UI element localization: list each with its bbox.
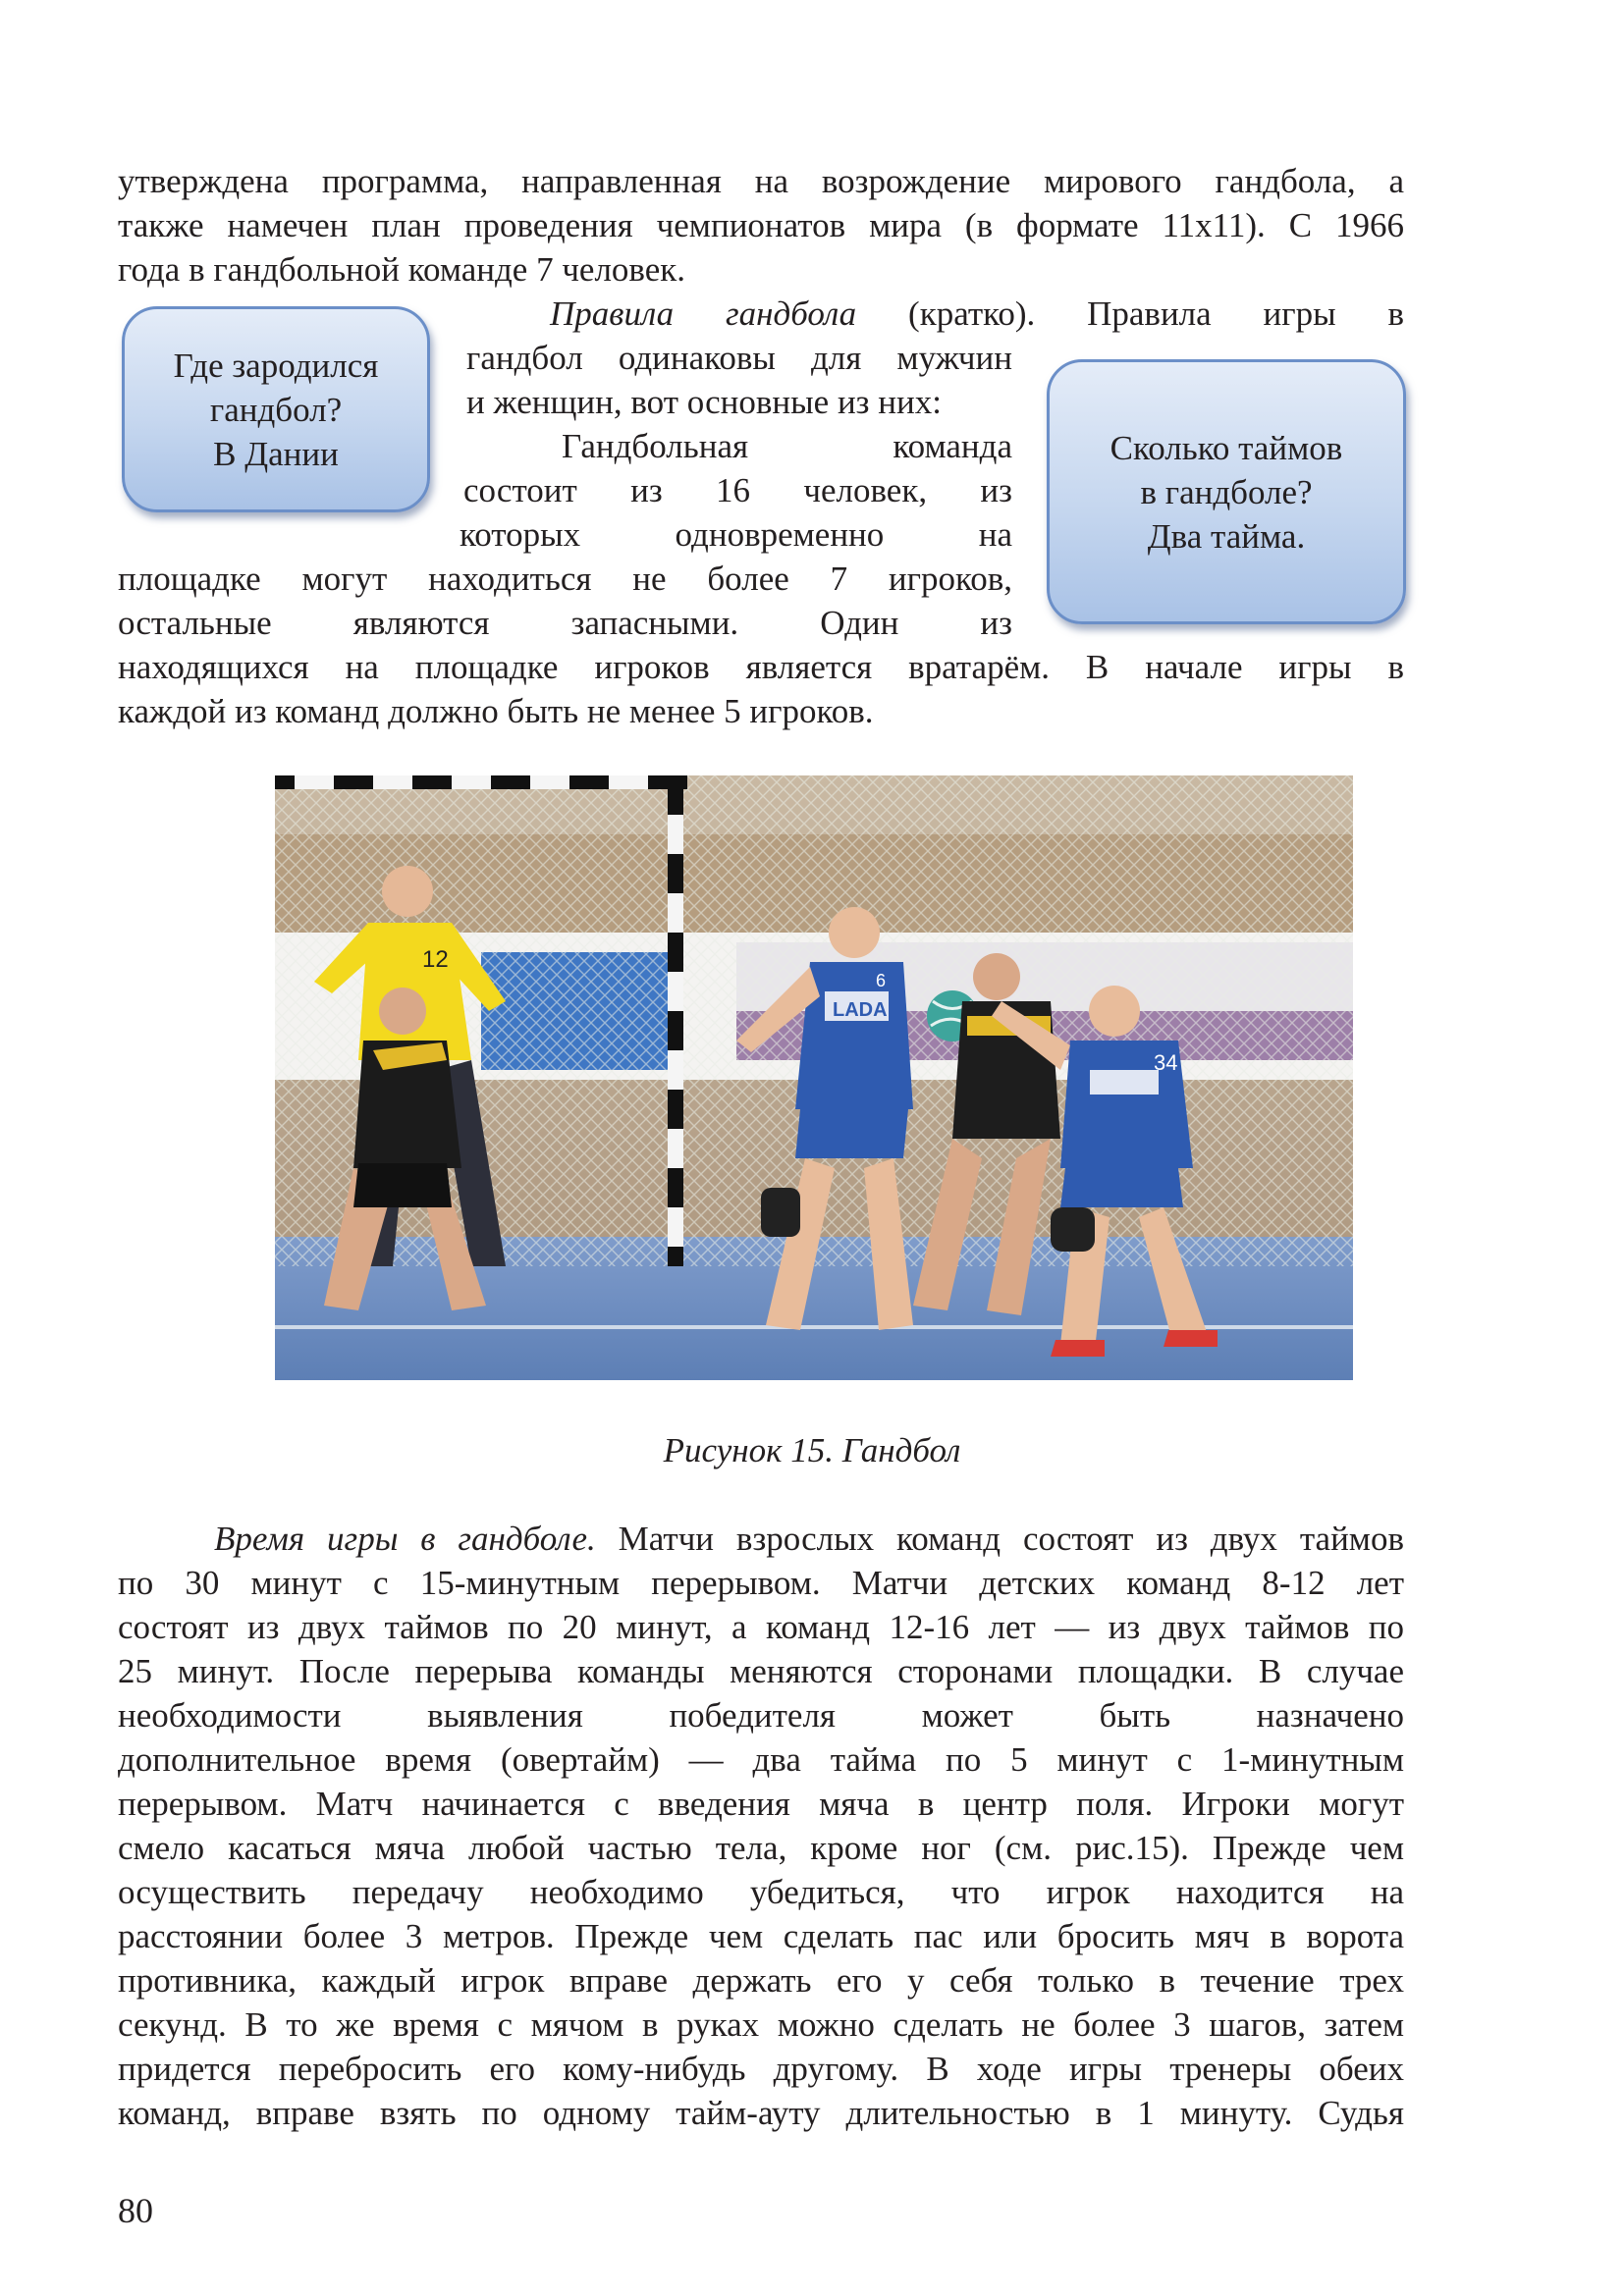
text-fragment: Матчи взрослых команд состоят из двух таймов xyxy=(618,1520,1404,1558)
text-line: необходимости выявления победителя может быть назначено xyxy=(118,1696,1404,1735)
text-line xyxy=(118,1517,1404,1561)
text-line: площадке могут находиться не более 7 игроков, xyxy=(118,560,1012,598)
callout-where-originated xyxy=(122,306,430,512)
text-line: которых одновременно на xyxy=(460,515,1012,554)
callout-line: гандбол? xyxy=(209,390,343,429)
text-line: дополнительное время (овертайм) — два тайма по 5 минут с 1-минутным xyxy=(118,1740,1404,1779)
text-line: противника, каждый игрок вправе держать его у себя только в течение трех xyxy=(118,1961,1404,2000)
rules-heading: Правила гандбола xyxy=(550,294,857,333)
sponsor-label: LADA xyxy=(833,999,888,1021)
text-line: гандбол одинаковы для мужчин xyxy=(466,339,1012,377)
jersey-number: 34 xyxy=(1154,1050,1178,1075)
text-line: придется перебросить его кому-нибудь другому. В ходе игры тренеры обеих xyxy=(118,2050,1404,2088)
rules-heading-rest: (кратко). Правила игры в xyxy=(908,294,1404,333)
jersey-number: 12 xyxy=(422,946,449,973)
text-line: команд, вправе взять по одному тайм-ауту длительностью в 1 минуту. Судья xyxy=(118,2094,1404,2132)
callout-line: в гандболе? xyxy=(1140,472,1313,511)
page-number: 80 xyxy=(118,2191,153,2230)
text-line: утверждена программа, направленная на возрождение мирового гандбола, а xyxy=(118,162,1404,200)
text-line: секунд. В то же время с мячом в руках можно сделать не более 3 шагов, затем xyxy=(118,2005,1404,2044)
jersey-number: 6 xyxy=(876,971,887,990)
handball-photo xyxy=(275,775,1353,1380)
game-time-heading: Время игры в гандболе. xyxy=(214,1520,596,1558)
callout-how-many-halves xyxy=(1047,359,1406,624)
text-line: состоят из двух таймов по 20 минут, а команд 12-16 лет — из двух таймов по xyxy=(118,1608,1404,1646)
callout-line: Где зародился xyxy=(173,346,379,385)
text-line: 25 минут. После перерыва команды меняются сторонами площадки. В случае xyxy=(118,1652,1404,1690)
text-line: и женщин, вот основные из них: xyxy=(466,383,942,421)
figure-caption: Рисунок 15. Гандбол xyxy=(663,1431,961,1469)
rules-heading-line xyxy=(550,292,1404,336)
text-line: также намечен план проведения чемпионатов мира (в формате 11х11). С 1966 xyxy=(118,206,1404,244)
text-line: смело касаться мяча любой частью тела, кроме ног (см. рис.15). Прежде чем xyxy=(118,1829,1404,1867)
text-line: Гандбольная команда xyxy=(562,427,1012,465)
text-line: состоит из 16 человек, из xyxy=(463,471,1012,509)
text-line: расстоянии более 3 метров. Прежде чем сделать пас или бросить мяч в ворота xyxy=(118,1917,1404,1955)
text-line: перерывом. Матч начинается с введения мяча в центр поля. Игроки могут xyxy=(118,1785,1404,1823)
text-line: осуществить передачу необходимо убедиться, что игрок находится на xyxy=(118,1873,1404,1911)
text-line: года в гандбольной команде 7 человек. xyxy=(118,250,686,289)
text-line: остальные являются запасными. Один из xyxy=(118,604,1012,642)
callout-line: В Дании xyxy=(213,434,339,473)
text-line: каждой из команд должно быть не менее 5 игроков. xyxy=(118,692,874,730)
text-line: находящихся на площадке игроков является вратарём. В начале игры в xyxy=(118,648,1404,686)
callout-line: Сколько таймов xyxy=(1110,428,1343,467)
callout-line: Два тайма. xyxy=(1147,516,1306,556)
text-line: по 30 минут с 15-минутным перерывом. Матчи детских команд 8-12 лет xyxy=(118,1564,1404,1602)
